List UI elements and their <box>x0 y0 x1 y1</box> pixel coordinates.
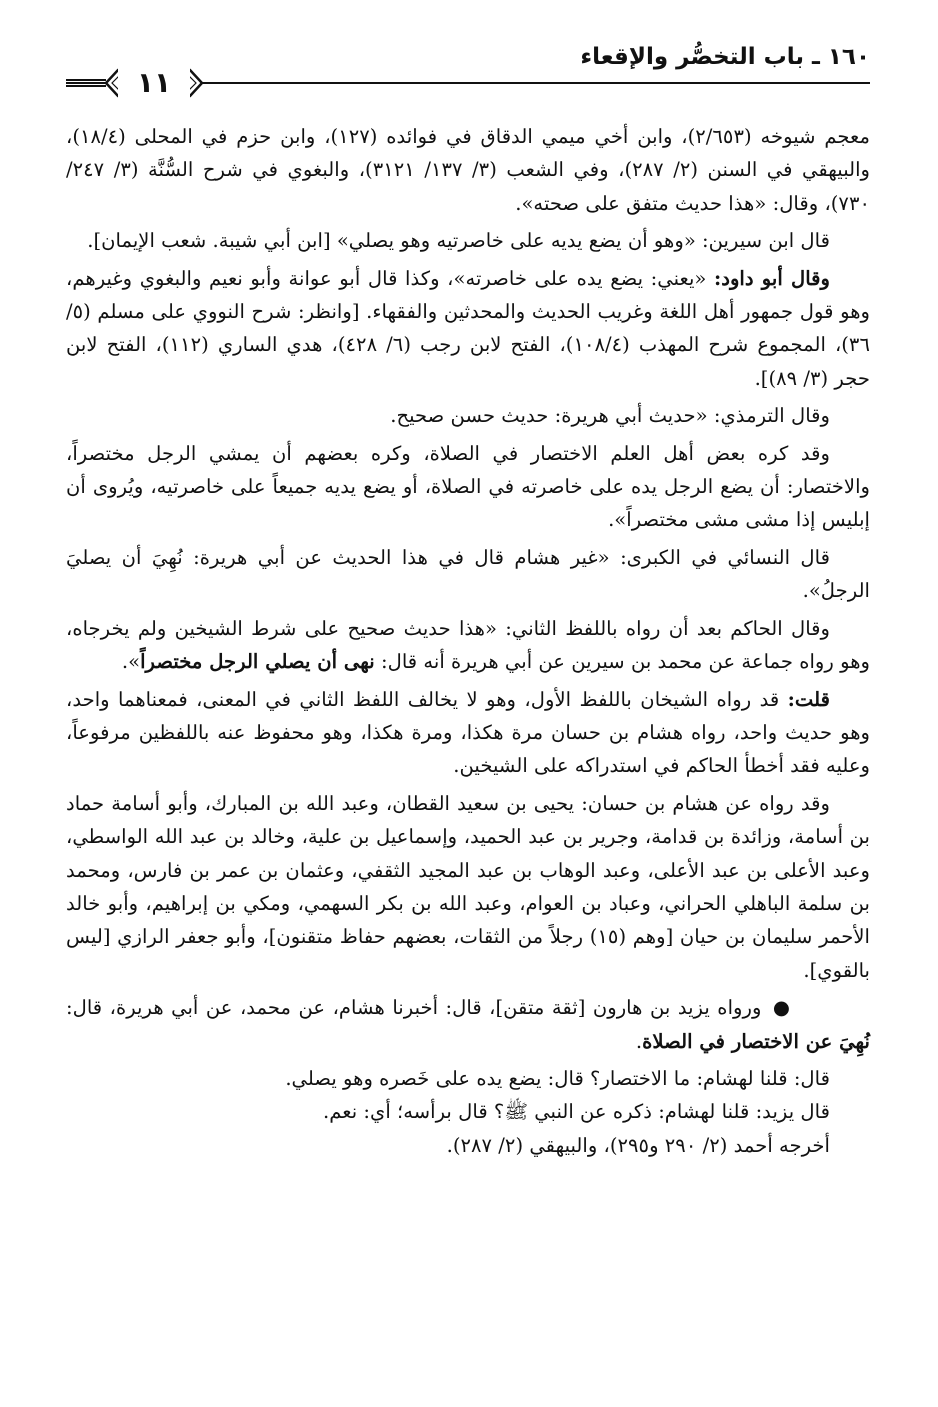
paragraph-yazid-question <box>66 1095 870 1128</box>
page-body <box>66 120 870 1162</box>
paragraph-qultu <box>66 683 870 783</box>
paragraph-text: أخرجه أحمد (٢/ ٢٩٠ و٢٩٥)، والبيهقي (٢/ ٢٨٧). <box>446 1133 830 1157</box>
paragraph-text: قال: قلنا لهشام: ما الاختصار؟ قال: يضع يده على خَصره وهو يصلي. <box>285 1066 830 1090</box>
paragraph-nasai <box>66 541 870 608</box>
page-header <box>66 42 870 112</box>
paragraph-text: قال النسائي في الكبرى: «غير هشام قال في هذا الحديث عن أبي هريرة: نُهِيَ أن يصليَ الرجلُ». <box>66 545 870 603</box>
hadith-quote: نُهِيَ عن الاختصار في الصلاة <box>642 1029 870 1053</box>
paragraph-text: قال يزيد: قلنا لهشام: ذكره عن النبي ﷺ؟ قال برأسه؛ أي: نعم. <box>323 1100 830 1124</box>
paragraph-text: معجم شيوخه (٢/٦٥٣)، وابن أخي ميمي الدقاق في فوائده (١٢٧)، وابن حزم في المحلى (١٨/٤)، والبيهقي في السنن (٢/ ٢٨٧)، وفي الشعب (٣/ ١٣٧/ ٣١٢١)، والبغوي في شرح السُّنَّة (٣/ ٢٤٧/ ٧٣٠)، وقال: «هذا حديث متفق على صحته». <box>66 125 870 215</box>
paragraph-tirmidhi <box>66 399 870 432</box>
paragraph-text: قد رواه الشيخان باللفظ الأول، وهو لا يخالف اللفظ الثاني في المعنى، فمعناهما واحد، وهو حديث واحد، رواه هشام بن حسان مرة هكذا، ومرة هكذا، وهو محفوظ عنه باللفظين مرفوعاً، وعليه فقد أخطأ الحاكم في استدراكه على الشيخين. <box>66 687 870 778</box>
paragraph-ahmad-takhrij <box>66 1129 870 1162</box>
paragraph-lead: قلت: <box>787 687 830 711</box>
paragraph-text: وقال الحاكم بعد أن رواه باللفظ الثاني: «هذا حديث صحيح على شرط الشيخين ولم يخرجاه، وهو رواه جماعة عن محمد بن سيرين عن أبي هريرة أنه قال: <box>66 616 870 674</box>
running-title: ١٦٠ ـ باب التخصُّر والإقعاء <box>580 44 870 70</box>
paragraph-end: ». <box>121 650 141 674</box>
paragraph-ibn-sirin <box>66 224 870 257</box>
hadith-number-frame <box>66 62 216 106</box>
paragraph-text: وقد كره بعض أهل العلم الاختصار في الصلاة، وكره بعضهم أن يمشي الرجل مختصراً، والاختصار: أن يضع الرجل يده على خاصرته في الصلاة، أو يضع يديه جميعاً على خاصرتيه، ويُروى أن إبليس إذا مشى مشى مختصراً». <box>66 441 870 532</box>
paragraph-takhrij-continued <box>66 120 870 220</box>
paragraph-hisham-question <box>66 1062 870 1095</box>
paragraph-abu-dawud <box>66 262 870 396</box>
paragraph-end: . <box>635 1029 643 1053</box>
paragraph-text: وقد رواه عن هشام بن حسان: يحيى بن سعيد القطان، وعبد الله بن المبارك، وأبو أسامة حماد بن أسامة، وزائدة بن قدامة، وجرير بن عبد الحميد، وإسماعيل بن علية، وخالد بن عبد الله الواسطي، وعبد الأعلى بن عبد الأعلى، وعبد الوهاب بن عبد المجيد الثقفي، وعثمان بن عمر بن فارس، ومحمد بن سلمة الباهلي الحراني، وعباد بن العوام، وعبد الله بن بكر السهمي، ومكي بن إبراهيم، وأبو خالد الأحمر سليمان بن حيان [وهم (١٥) رجلاً من الثقات، بعضهم حفاظ متقنون]، وأبو جعفر الرازي [ليس بالقوي]. <box>66 791 870 982</box>
hadith-number: ١١ <box>118 66 190 100</box>
paragraph-text: ورواه يزيد بن هارون [ثقة متقن]، قال: أخبرنا هشام، عن محمد، عن أبي هريرة، قال: <box>66 996 769 1020</box>
paragraph-narrators <box>66 787 870 987</box>
paragraph-text: وقال الترمذي: «حديث أبي هريرة: حديث حسن صحيح. <box>390 404 830 428</box>
bullet-icon: ● <box>772 996 790 1020</box>
paragraph-text: «يعني: يضع يده على خاصرته»، وكذا قال أبو عوانة وأبو نعيم والبغوي وغيرهم، وهو قول جمهور أهل اللغة وغريب الحديث والمحدثين والفقهاء. [وانظر: شرح النووي على مسلم (٥/ ٣٦)، المجموع شرح المهذب (١٠٨/٤)، الفتح لابن رجب (٦/ ٤٢٨)، هدي الساري (١١٢)، الفتح لابن حجر (٣/ ٨٩)]. <box>66 266 870 390</box>
hadith-quote: نهى أن يصلي الرجل مختصراً <box>140 650 375 674</box>
paragraph-lead: وقال أبو داود: <box>714 266 830 290</box>
paragraph-ikhtisar <box>66 437 870 537</box>
paragraph-text: قال ابن سيرين: «وهو أن يضع يديه على خاصرتيه وهو يصلي» [ابن أبي شيبة. شعب الإيمان]. <box>87 229 830 253</box>
paragraph-yazid <box>66 991 870 1058</box>
paragraph-hakim <box>66 612 870 679</box>
